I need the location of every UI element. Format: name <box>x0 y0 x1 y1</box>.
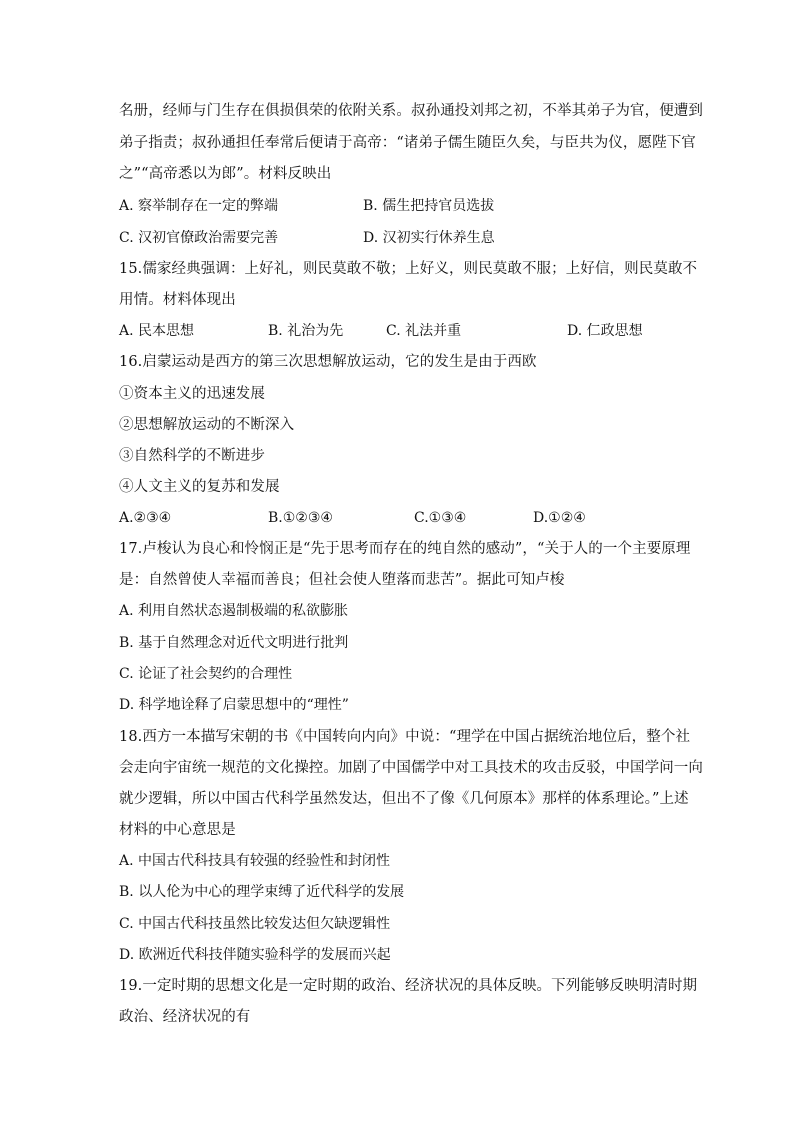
q19-stem-line-1: 19.一定时期的思想文化是一定时期的政治、经济状况的具体反映。下列能够反映明清时期 <box>119 978 698 994</box>
q16-item-4: ④人文主义的复苏和发展 <box>119 479 280 495</box>
q19-stem-line-2: 政治、经济状况的有 <box>119 1009 251 1025</box>
q17-option-b: B. 基于自然理念对近代文明进行批判 <box>119 635 349 651</box>
q16-option-a: A.②③④ <box>119 510 172 526</box>
q15-option-b: B. 礼治为先 <box>268 323 344 339</box>
q18-option-d: D. 欧洲近代科技伴随实验科学的发展而兴起 <box>119 947 391 963</box>
intro-line-1: 名册，经师与门生存在俱损俱荣的依附关系。叔孙通投刘邦之初，不举其弟子为官，便遭到 <box>119 103 703 119</box>
q18-stem-line-2: 会走向宇宙统一规范的文化操控。加剧了中国儒学中对工具技术的攻击反驳，中国学问一向 <box>119 760 703 776</box>
q18-option-b: B. 以人伦为中心的理学束缚了近代科学的发展 <box>119 884 405 900</box>
q17-option-a: A. 利用自然状态遏制极端的私欲膨胀 <box>119 603 349 619</box>
q17-option-d: D. 科学地诠释了启蒙思想中的“理性” <box>119 697 349 713</box>
q16-option-b: B.①②③④ <box>268 510 333 526</box>
q17-stem-line-1: 17.卢梭认为良心和怜悯正是“先于思考而存在的纯自然的感动”，“关于人的一个主要原理 <box>119 541 691 557</box>
q16-item-3: ③自然科学的不断进步 <box>119 448 265 464</box>
q18-stem-line-3: 就少逻辑，所以中国古代科学虽然发达，但出不了像《几何原本》那样的体系理论。”上述 <box>119 791 689 807</box>
q15-option-c: C. 礼法并重 <box>386 323 462 339</box>
intro-option-d: D. 汉初实行休养生息 <box>363 230 495 246</box>
q17-option-c: C. 论证了社会契约的合理性 <box>119 666 293 682</box>
intro-line-2: 弟子指责；叔孙通担任奉常后便请于高帝：“诸弟子儒生随臣久矣，与臣共为仪，愿陛下官 <box>119 135 696 151</box>
q17-stem-line-2: 是：自然曾使人幸福而善良；但社会使人堕落而悲苦”。据此可知卢梭 <box>119 572 565 588</box>
intro-option-a: A. 察举制存在一定的弊端 <box>119 198 279 214</box>
q16-option-d: D.①②④ <box>533 510 586 526</box>
q18-option-c: C. 中国古代科技虽然比较发达但欠缺逻辑性 <box>119 916 391 932</box>
q15-option-d: D. 仁政思想 <box>567 323 643 339</box>
q16-stem: 16.启蒙运动是西方的第三次思想解放运动，它的发生是由于西欧 <box>119 354 537 370</box>
q16-item-2: ②思想解放运动的不断深入 <box>119 417 295 433</box>
q16-option-c: C.①③④ <box>414 510 467 526</box>
q15-stem-line-1: 15.儒家经典强调：上好礼，则民莫敢不敬；上好义，则民莫敢不服；上好信，则民莫敢不 <box>119 261 698 277</box>
q18-option-a: A. 中国古代科技具有较强的经验性和封闭性 <box>119 853 391 869</box>
intro-option-c: C. 汉初官僚政治需要完善 <box>119 230 279 246</box>
intro-line-3: 之”“高帝悉以为郎”。材料反映出 <box>119 166 332 182</box>
q15-option-a: A. 民本思想 <box>119 323 195 339</box>
intro-option-b: B. 儒生把持官员选拔 <box>363 198 495 214</box>
q18-stem-line-4: 材料的中心意思是 <box>119 822 236 838</box>
q18-stem-line-1: 18.西方一本描写宋朝的书《中国转向内向》中说：“理学在中国占据统治地位后，整个社 <box>119 729 691 745</box>
q15-stem-line-2: 用情。材料体现出 <box>119 292 236 308</box>
q16-item-1: ①资本主义的迅速发展 <box>119 386 265 402</box>
